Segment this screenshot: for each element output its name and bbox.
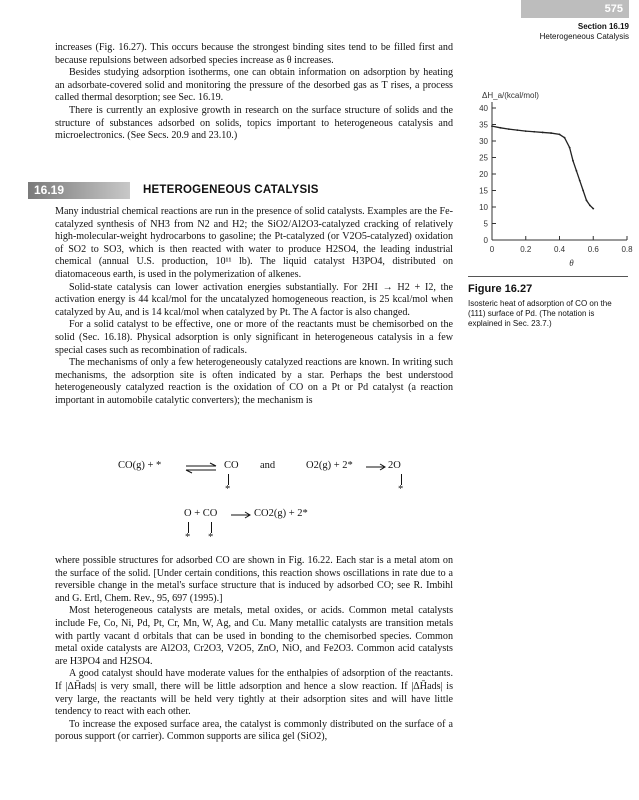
eq3-right: CO2(g) + 2*	[254, 508, 308, 519]
data-point	[592, 208, 594, 210]
data-point	[500, 127, 502, 129]
data-point	[572, 160, 574, 162]
paragraph: Most heterogeneous catalysts are metals, metal oxides, or acids. Common metal catalysts include Fe, Co, Ni, Pd, Pt, Cr, Mn, W, Ag, and Cu. Many metallic catalysts are transition metals with partly vacant d orbitals that can be used in bonding to the chemisorbed species. Common metal oxide catalysts are Al2O3, Cr2O3, V2O5, ZnO, NiO, and Fe2O3. Common acid catalysts are H3PO4 and H2SO4.	[55, 605, 453, 667]
data-point	[569, 147, 571, 149]
eq1-right: CO	[224, 460, 239, 471]
x-tick-label: 0	[489, 245, 495, 254]
series-line	[492, 126, 593, 208]
paragraph: To increase the exposed surface area, the catalyst is commonly distributed on the surface of a porous support (or carrier). Common supports are silica gel (SiO2),	[55, 718, 453, 743]
data-point	[516, 129, 518, 131]
running-header	[469, 22, 629, 42]
data-point	[491, 125, 493, 127]
data-point	[564, 137, 566, 139]
eq2-right: 2O	[388, 460, 401, 471]
paragraph: A good catalyst should have moderate values for the enthalpies of adsorption of the reactants. If |ΔH̄ads| is very small, there will be little adsorption and hence a slow reaction. If |ΔH̄ads| is very large, the reactants will be held very tightly at their adsorption sites and will have little tendency to react with each other.	[55, 668, 453, 718]
top-text	[55, 42, 453, 143]
paragraph: For a solid catalyst to be effective, one or more of the reactants must be chemisorbed on the solid (Sec. 16.18). Physical adsorption is only significant in heterogeneous catalysis in a few special cases such as recombination of radicals.	[55, 319, 453, 356]
paragraph: Besides studying adsorption isotherms, one can obtain information on adsorption by heating an adsorbate-covered solid and monitoring the pressure of the desorbed gas as T rises, a process called thermal desorption; see Sec. 16.19.	[55, 67, 453, 104]
data-point	[579, 180, 581, 182]
y-tick-label: 10	[479, 203, 488, 212]
x-axis-label: θ	[569, 258, 574, 268]
data-point	[533, 131, 535, 133]
y-tick-label: 25	[479, 153, 488, 163]
eq1-left: CO(g) + *	[118, 460, 162, 471]
data-point	[589, 204, 591, 206]
data-point	[575, 170, 577, 172]
mechanism-equations	[118, 460, 418, 548]
paragraph: The mechanisms of only a few heterogeneously catalyzed reactions are known. In writing such mechanisms, the adsorption site is often indicated by a star. Perhaps the best understood heterogeneously catalyzed reaction is the oxidation of CO on a Pt or Pd catalyst (a reaction important in automobile catalytic converters); the mechanism is	[55, 357, 453, 406]
site-star: *	[398, 484, 404, 495]
data-point	[550, 132, 552, 134]
section-subtitle: Heterogeneous Catalysis	[539, 32, 629, 41]
y-tick-label: 0	[483, 236, 488, 245]
paragraph: where possible structures for adsorbed CO are shown in Fig. 16.22. Each star is a metal atom on the surface of the solid. [Under certain conditions, this reaction shows oscillations in rate due to a reversible change in the metal's surface structure that is induced by adsorbed CO; see R. Imbihl and G. Ertl, Chem. Rev., 95, 697 (1995).]	[55, 555, 453, 604]
eq2-left: O2(g) + 2*	[306, 460, 353, 471]
eq-and: and	[260, 460, 276, 471]
paragraph: There is currently an explosive growth in research on the surface structure of solids and the structure of substances adsorbed on solids, topics important to heterogeneous catalysis and microelectronics. (See Secs. 20.9 and 23.10.)	[55, 104, 453, 142]
figure-caption: Isosteric heat of adsorption of CO on the (111) surface of Pd. (The notation is explained in Sec. 23.7.)	[468, 299, 612, 328]
data-point	[525, 130, 527, 132]
section-number: 16.19	[34, 183, 65, 197]
arrow-icon	[365, 462, 387, 472]
data-point	[582, 190, 584, 192]
y-tick-label: 20	[479, 170, 488, 179]
section-title: HETEROGENEOUS CATALYSIS	[143, 184, 319, 196]
data-point	[586, 200, 588, 202]
data-point	[542, 132, 544, 134]
y-axis-label: ΔH_a/(kcal/mol)	[482, 91, 539, 100]
equilibrium-arrow-icon	[184, 462, 218, 474]
y-tick-label: 35	[479, 120, 488, 130]
figure-16-27-chart	[462, 88, 634, 268]
site-star: *	[225, 484, 231, 495]
y-tick-label: 40	[479, 104, 488, 113]
paragraph: Many industrial chemical reactions are run in the presence of solid catalysts. Examples are the Fe-catalyzed synthesis of NH3 from N2 and H2; the SiO2/Al2O3-catalyzed cracking of relatively high-molecular-weight hydrocarbons to gasoline; the Pt-catalyzed (or V2O5-catalyzed) oxidation of SO2 to SO3, which is then reacted with water to produce H2SO4, the leading industrial chemical (annual U.S. production, 10¹¹ lb). The liquid catalyst H3PO4, distributed on diatomaceous earth, is used in the polymerization of alkenes.	[55, 206, 453, 280]
middle-text	[55, 206, 453, 408]
paragraph: Solid-state catalysis can lower activation energies substantially. For 2HI → H2 + I2, the activation energy is 44 kcal/mol for the uncatalyzed homogeneous reaction, is 25 kcal/mol when catalyzed by Au, and is 14 kcal/mol when catalyzed by Pt. The A factor is also changed.	[55, 281, 453, 318]
eq3-left: O + CO	[184, 508, 218, 519]
y-tick-label: 5	[483, 219, 488, 229]
x-tick-label: 0.8	[621, 245, 633, 254]
bottom-text	[55, 555, 453, 744]
page-number: 575	[521, 0, 629, 18]
figure-rule	[468, 276, 628, 277]
site-star: *	[208, 532, 214, 543]
x-tick-label: 0.6	[587, 245, 599, 254]
site-star: *	[185, 532, 191, 543]
data-point	[508, 128, 510, 130]
arrow-icon	[230, 510, 252, 520]
data-point	[559, 134, 561, 136]
section-heading	[28, 182, 453, 199]
paragraph: increases (Fig. 16.27). This occurs because the strongest binding sites tend to be filled first and because repulsions between adsorbed species increase as θ increases.	[55, 42, 453, 66]
x-tick-label: 0.4	[553, 245, 566, 254]
y-tick-label: 15	[479, 186, 488, 196]
x-tick-label: 0.2	[520, 245, 532, 254]
section-label: Section 16.19	[577, 22, 629, 31]
y-tick-label: 30	[479, 137, 488, 146]
figure-title: Figure 16.27	[468, 283, 533, 295]
